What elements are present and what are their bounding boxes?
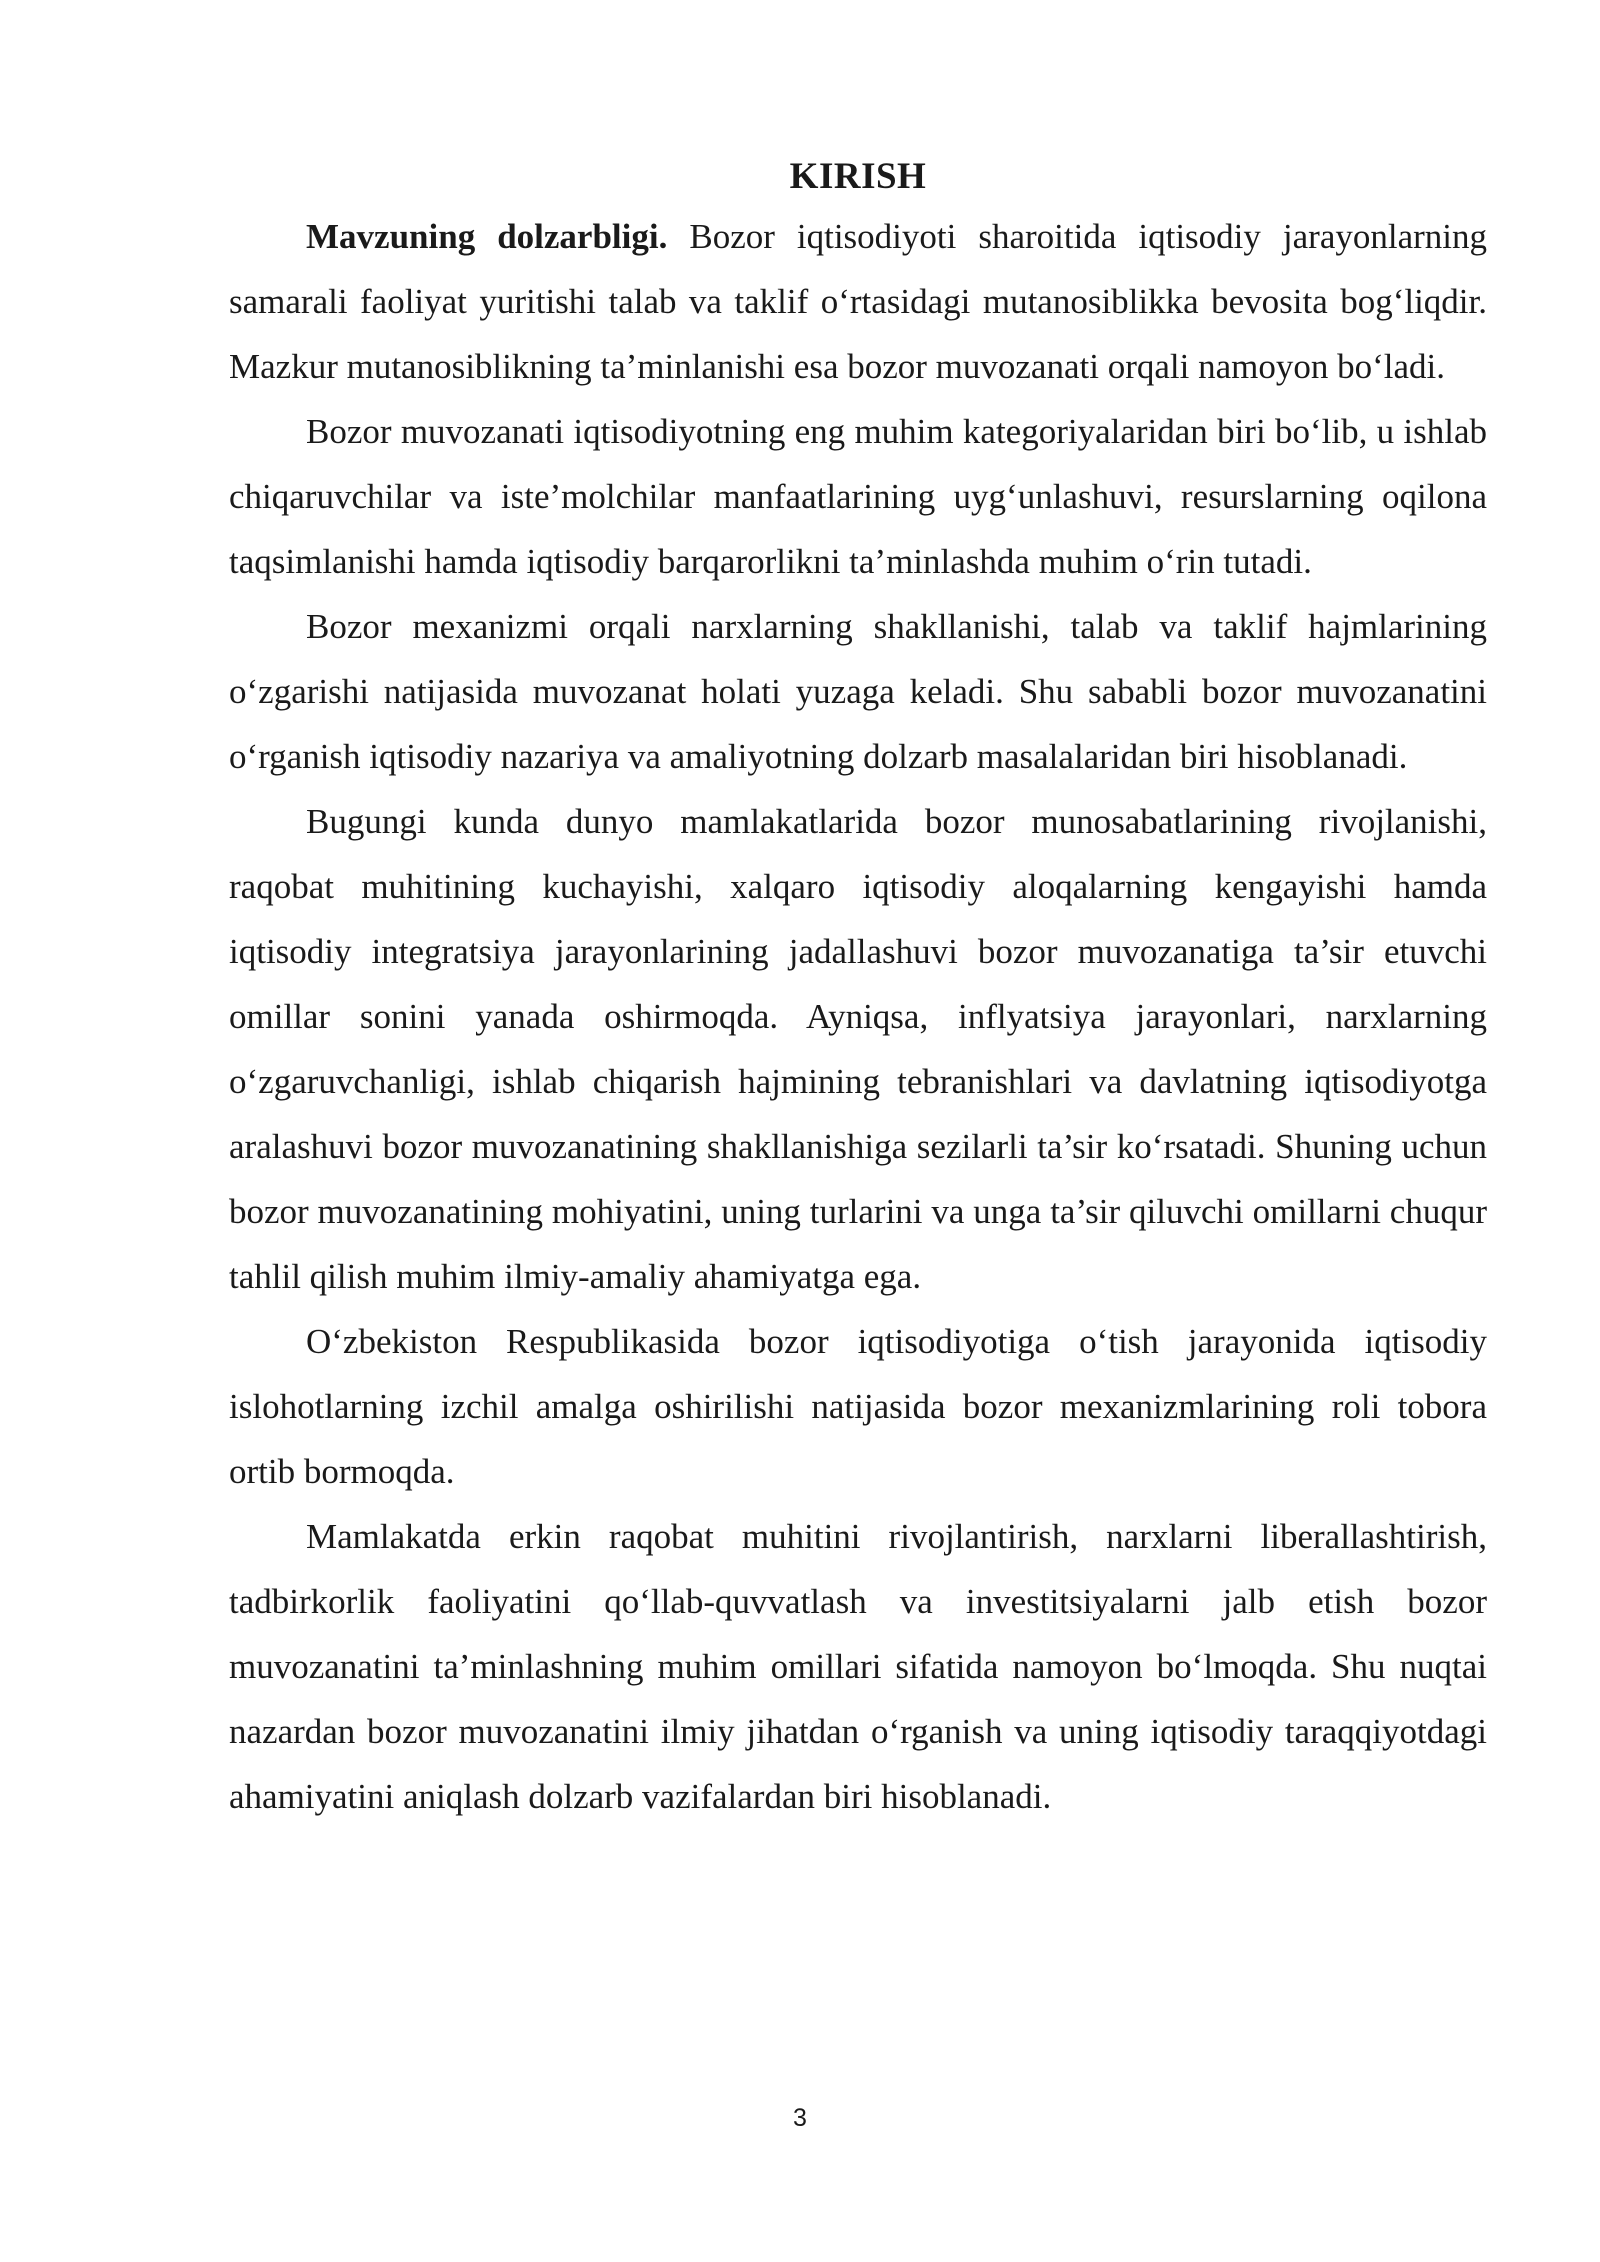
page-number: 3	[793, 2104, 807, 2132]
paragraph: Mamlakatda erkin raqobat muhitini rivojlantirish, narxlarni liberallashtirish, tadbirkorlik faoliyatini qo‘llab-quvvatlash va investitsiyalarni jalb etish bozor muvozanatini ta’minlashning muhim omillari sifatida namoyon bo‘lmoqda. Shu nuqtai nazardan bozor muvozanatini ilmiy jihatdan o‘rganish va uning iqtisodiy taraqqiyotdagi ahamiyatini aniqlash dolzarb vazifalardan biri hisoblanadi.	[229, 1517, 1487, 1816]
paragraph-text: Bozor iqtisodiyoti sharoitida iqtisodiy jarayonlarning samarali faoliyat yuritishi talab va taklif o‘rtasidagi mutanosiblikka bevosita bog‘liqdir. Mazkur mutanosiblikning ta’minlanishi esa bozor muvozanati orqali namoyon bo‘ladi.	[229, 217, 1487, 386]
paragraph-lead: Mavzuning dolzarbligi.	[306, 217, 668, 256]
paragraph: O‘zbekiston Respublikasida bozor iqtisodiyotiga o‘tish jarayonida iqtisodiy islohotlarning izchil amalga oshirilishi natijasida bozor mexanizmlarining roli tobora ortib bormoqda.	[229, 1322, 1487, 1491]
paragraph-relevance	[229, 204, 1487, 399]
page-content	[229, 150, 1487, 1829]
paragraph: Bugungi kunda dunyo mamlakatlarida bozor munosabatlarining rivojlanishi, raqobat muhitining kuchayishi, xalqaro iqtisodiy aloqalarning kengayishi hamda iqtisodiy integratsiya jarayonlarining jadallashuvi bozor muvozanatiga ta’sir etuvchi omillar sonini yanada oshirmoqda. Ayniqsa, inflyatsiya jarayonlari, narxlarning o‘zgaruvchanligi, ishlab chiqarish hajmining tebranishlari va davlatning iqtisodiyotga aralashuvi bozor muvozanatining shakllanishiga sezilarli ta’sir ko‘rsatadi. Shuning uchun bozor muvozanatining mohiyatini, uning turlarini va unga ta’sir qiluvchi omillarni chuqur tahlil qilish muhim ilmiy-amaliy ahamiyatga ega.	[229, 802, 1487, 1296]
paragraph: Bozor mexanizmi orqali narxlarning shakllanishi, talab va taklif hajmlarining o‘zgarishi natijasida muvozanat holati yuzaga keladi. Shu sababli bozor muvozanatini o‘rganish iqtisodiy nazariya va amaliyotning dolzarb masalalaridan biri hisoblanadi.	[229, 607, 1487, 776]
section-heading: KIRISH	[789, 156, 927, 197]
paragraph: Bozor muvozanati iqtisodiyotning eng muhim kategoriyalaridan biri bo‘lib, u ishlab chiqaruvchilar va iste’molchilar manfaatlarining uyg‘unlashuvi, resurslarning oqilona taqsimlanishi hamda iqtisodiy barqarorlikni ta’minlashda muhim o‘rin tutadi.	[229, 412, 1487, 581]
